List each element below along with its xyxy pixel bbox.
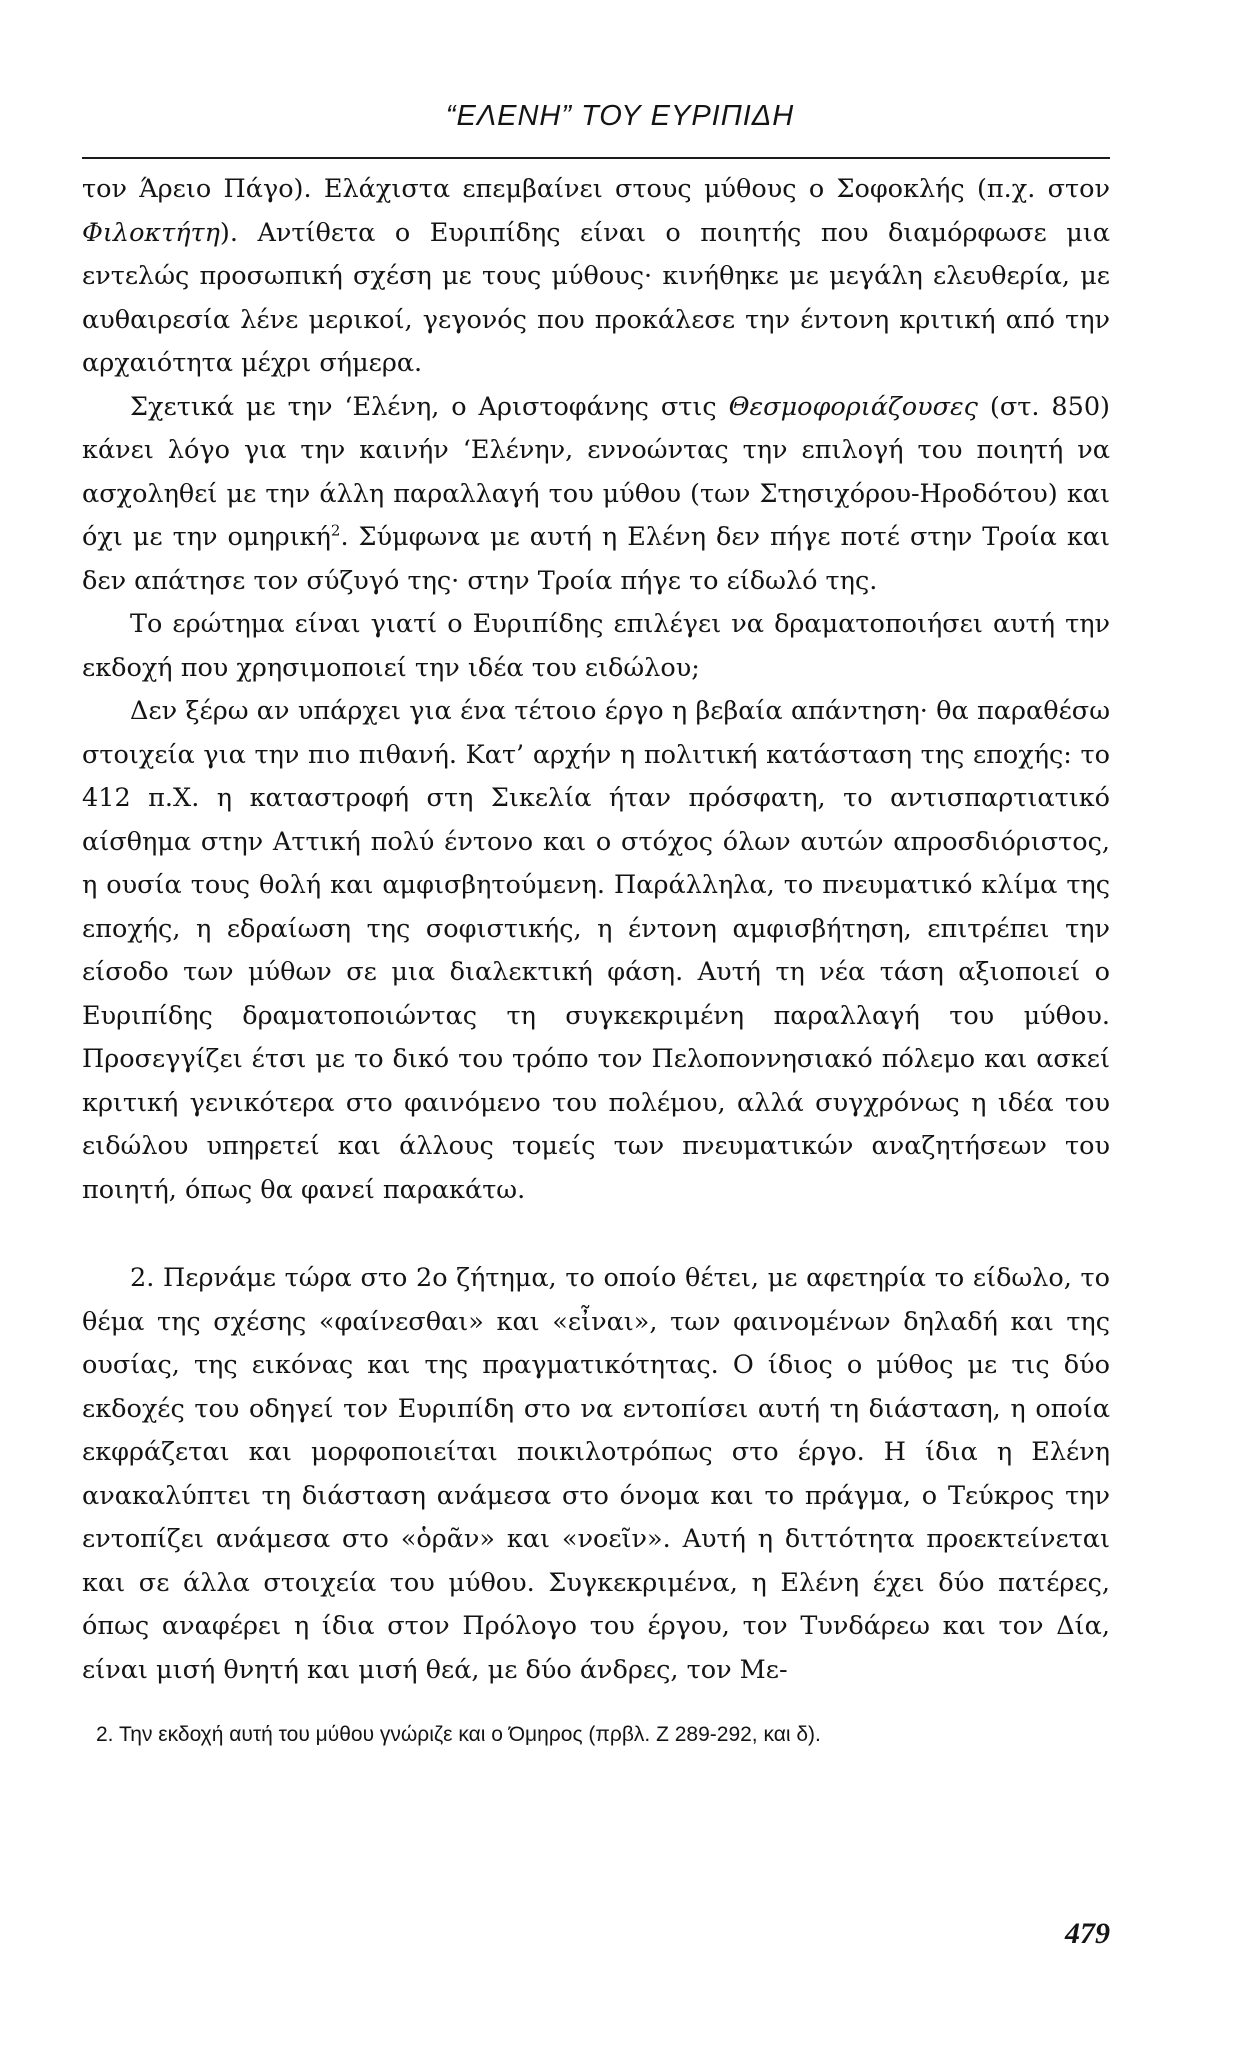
paragraph-1-italic-title: Φιλοκτήτη [82, 217, 220, 248]
paragraph-1-text-b: ). Αντίθετα ο Ευριπίδης είναι ο ποιητής που διαμόρφωσε μια εντελώς προσωπική σχέση με τους μύθους· κινήθηκε με μεγάλη ελευθερία, με αυθαιρεσία λένε μερικοί, γεγονός που προκάλεσε την έντονη κριτική από την αρχαιότητα μέχρι σήμερα. [82, 217, 1110, 378]
paragraph-3: Το ερώτημα είναι γιατί ο Ευριπίδης επιλέγει να δραματοποιήσει αυτή την εκδοχή που χρησιμοποιεί την ιδέα του ειδώλου; [82, 609, 1110, 683]
paragraph-2-text-b: (στ. 850) κάνει λόγο για την καινήν ‘Ελένην, εννοώντας την επιλογή του ποιητή να ασχοληθεί με την άλλη παραλλαγή του μύθου (των Στησιχόρου-Ηροδότου) και όχι με την ομηρική [82, 391, 1110, 552]
body-text [82, 168, 1110, 1692]
paragraph-2-text-c: . Σύμφωνα με αυτή η Ελένη δεν πήγε ποτέ στην Τροία και δεν απάτησε τον σύζυγό της· στην Τροία πήγε το είδωλό της. [82, 522, 1110, 596]
paragraph-2-text-a: Σχετικά με την ‘Ελένη, ο Αριστοφάνης στις [130, 391, 729, 422]
paragraph-2 [82, 386, 1110, 604]
footnote-reference: 2 [330, 521, 341, 540]
footnote: 2. Την εκδοχή αυτή του μύθου γνώριζε και ο Όμηρος (πρβλ. Ζ 289-292, και δ). [96, 1723, 821, 1746]
paragraph-4: Δεν ξέρω αν υπάρχει για ένα τέτοιο έργο η βεβαία απάντηση· θα παραθέσω στοιχεία για την πιο πιθανή. Κατ’ αρχήν η πολιτική κατάσταση της εποχής: το 412 π.Χ. η καταστροφή στη Σικελία ήταν πρόσφατη, το αντισπαρτιατικό αίσθημα στην Αττική πολύ έντονο και ο στόχος όλων αυτών απροσδιόριστος, η ουσία τους θολή και αμφισβητούμενη. Παράλληλα, το πνευματικό κλίμα της εποχής, η εδραίωση της σοφιστικής, η έντονη αμφισβήτηση, επιτρέπει την είσοδο των μύθων σε μια διαλεκτική φάση. Αυτή τη νέα τάση αξιοποιεί ο Ευριπίδης δραματοποιώντας τη συγκεκριμένη παραλλαγή του μύθου. Προσεγγίζει έτσι με το δικό του τρόπο τον Πελοποννησιακό πόλεμο και ασκεί κριτική γενικότερα στο φαινόμενο του πολέμου, αλλά συγχρόνως η ιδέα του ειδώλου υπηρετεί και άλλους τομείς των πνευματικών αναζητήσεων του ποιητή, όπως θα φανεί παρακάτω. [82, 696, 1110, 1205]
header-rule [82, 157, 1110, 159]
paragraph-5: 2. Περνάμε τώρα στο 2ο ζήτημα, το οποίο θέτει, με αφετηρία το είδωλο, το θέμα της σχέσης «φαίνεσθαι» και «εἶναι», των φαινομένων δηλαδή και της ουσίας, της εικόνας και της πραγματικότητας. Ο ίδιος ο μύθος με τις δύο εκδοχές του οδηγεί τον Ευριπίδη στο να εντοπίσει αυτή τη διάσταση, η οποία εκφράζεται και μορφοποιείται ποικιλοτρόπως στο έργο. Η ίδια η Ελένη ανακαλύπτει τη διάσταση ανάμεσα στο όνομα και το πράγμα, ο Τεύκρος την εντοπίζει ανάμεσα στο «ὁρᾶν» και «νοεῖν». Αυτή η διττότητα προεκτείνεται και σε άλλα στοιχεία του μύθου. Συγκεκριμένα, η Ελένη έχει δύο πατέρες, όπως αναφέρει η ίδια στον Πρόλογο του έργου, τον Τυνδάρεω και τον Δία, είναι μισή θνητή και μισή θεά, με δύο άνδρες, τον Με- [82, 1263, 1110, 1685]
page-number: 479 [1065, 1917, 1110, 1950]
running-header: “ΕΛΕΝΗ” ΤΟΥ ΕΥΡΙΠΙΔΗ [445, 100, 795, 132]
paragraph-1-text-a: τον Άρειο Πάγο). Ελάχιστα επεμβαίνει στους μύθους ο Σοφοκλής (π.χ. στον [82, 174, 1110, 204]
paragraph-1 [82, 168, 1110, 386]
paragraph-2-italic-title: Θεσμοφοριάζουσες [728, 391, 978, 422]
